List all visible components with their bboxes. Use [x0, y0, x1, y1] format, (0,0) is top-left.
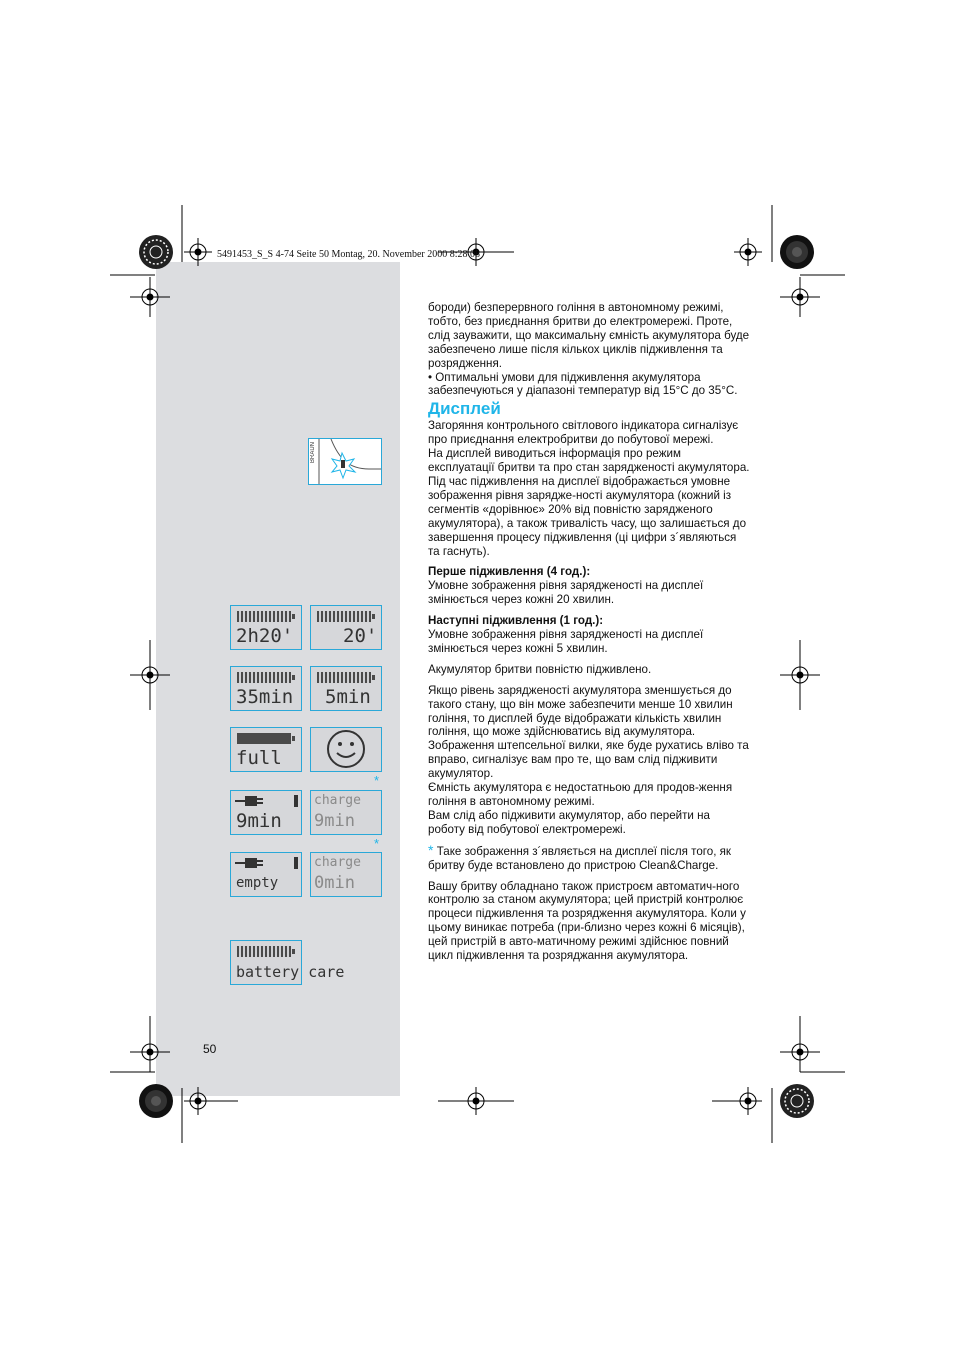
battery-bar-full — [237, 733, 291, 744]
paragraph: Вам слід або підживити акумулятор, або перейти на роботу від побутової електромережі. — [428, 808, 710, 836]
battery-bar — [237, 946, 291, 957]
paragraph: Умовне зображення рівня зарядженості на дисплеї змінюється через кожні 20 хвилин. — [428, 579, 704, 607]
display-text: 20' — [343, 625, 378, 647]
footnote — [428, 841, 750, 873]
plug-icon — [231, 853, 301, 873]
asterisk-marker: * — [374, 773, 380, 788]
subheading: Наступні підживлення (1 год.): — [428, 614, 604, 628]
asterisk-marker: * — [428, 841, 434, 858]
display-text: full — [236, 747, 282, 769]
paragraph: Загоряння контрольного світлового індикатора сигналізує про приєднання електробритви до побутової мережі. — [428, 419, 739, 447]
display-charge-0min — [310, 852, 382, 897]
paragraph: Акумулятор бритви повністю підживлено. — [428, 662, 652, 676]
paragraph: бороди) безперервного гоління в автономному режимі, тобто, без приєднання бритви до електромережі. Проте, слід зауважити, що максимальну ємність акумулятора буде забезпечено лише після кількох циклів підживлення та розрядження. — [428, 301, 750, 370]
footnote-text: Таке зображення з´являється на дисплеї після того, як бритву буде встановлено до пристрою Clean&Charge. — [428, 844, 731, 872]
display-low-9min — [230, 790, 302, 835]
plug-icon — [231, 791, 301, 811]
display-smiley — [310, 727, 382, 772]
display-first-charge-2h20 — [230, 605, 302, 650]
display-next-charge-35min — [230, 666, 302, 711]
display-top-text: charge — [314, 793, 361, 808]
display-full — [230, 727, 302, 772]
paragraph: На дисплей виводиться інформація про режим експлуатації бритви та про стан зарядженості акумулятора. Під час підживлення на дисплеї відображається умовне зображення рівня зарядже-ності акумулятора (кожний із сегментів «дорівнює» 20% від повністю зарядженого акумулятора), а також тривалість часу, що залишається до завершення процесу підживлення (ці цифри з´являються та гаснуть). — [428, 447, 750, 558]
display-first-charge-20 — [310, 605, 382, 650]
display-text: battery care — [236, 963, 345, 981]
display-next-charge-5min — [310, 666, 382, 711]
display-charge-9min — [310, 790, 382, 835]
bullet-text: Оптимальні умови для підживлення акумулятора забезпечуються у діапазоні температур від 15°C до 35°C. — [428, 370, 738, 398]
paragraph: Ємність акумулятора є недостатньою для продов-ження гоління в автономному режимі. — [428, 781, 733, 808]
print-header: 5491453_S_S 4-74 Seite 50 Montag, 20. November 2000 8:28 08 — [217, 249, 481, 260]
display-battery-care — [230, 940, 345, 985]
display-bottom-text: 9min — [314, 811, 355, 831]
display-bottom-text: 0min — [314, 873, 355, 893]
main-text — [428, 301, 750, 963]
asterisk-marker: * — [374, 836, 380, 851]
display-top-text: charge — [314, 855, 361, 870]
display-text: empty — [236, 875, 279, 891]
display-empty — [230, 852, 302, 897]
bullet-item: • Оптимальні умови для підживлення акумулятора забезпечуються у діапазоні температур від 15°C до 35°C. — [428, 370, 738, 398]
page-number: 50 — [203, 1042, 217, 1056]
subheading: Перше підживлення (4 год.): — [428, 565, 591, 579]
display-text: 9min — [236, 810, 282, 832]
display-text: 2h20' — [236, 625, 294, 647]
battery-bar — [317, 672, 371, 683]
paragraph: Якщо рівень зарядженості акумулятора зменшується до такого стану, що він може забезпечити менше 10 хвилин гоління, то дисплей буде відображати кількість хвилин гоління, що може здійснюватись від акумулятора. Зображення штепсельної вилки, яке буде рухатись вліво та вправо, сигналізує вам про те, що вам слід підживити акумулятор. — [428, 683, 749, 781]
paragraph: Вашу бритву обладнано також пристроєм автоматич-ного контролю за станом акумулятора; цей пристрій контролює процеси підживлення та розрядження акумулятора. Коли у цьому виникає потреба (при-близно через кожні 6 місяців), цей пристрій в авто-матичному режимі здійснює повний цикл підживлення та розряджання акумулятора. — [428, 879, 746, 963]
smiley-icon — [311, 728, 381, 771]
shaver-light-icon — [309, 439, 381, 484]
battery-bar — [317, 611, 371, 622]
paragraph: Умовне зображення рівня зарядженості на дисплеї змінюється через кожні 5 хвилин. — [428, 628, 704, 655]
shaver-indicator-illustration — [308, 438, 382, 485]
brand-logo: BRAUN — [310, 442, 316, 464]
display-text: 35min — [236, 686, 294, 708]
display-text: 5min — [325, 686, 371, 708]
section-heading: Дисплей — [428, 399, 501, 419]
battery-bar — [237, 672, 291, 683]
battery-bar — [237, 611, 291, 622]
